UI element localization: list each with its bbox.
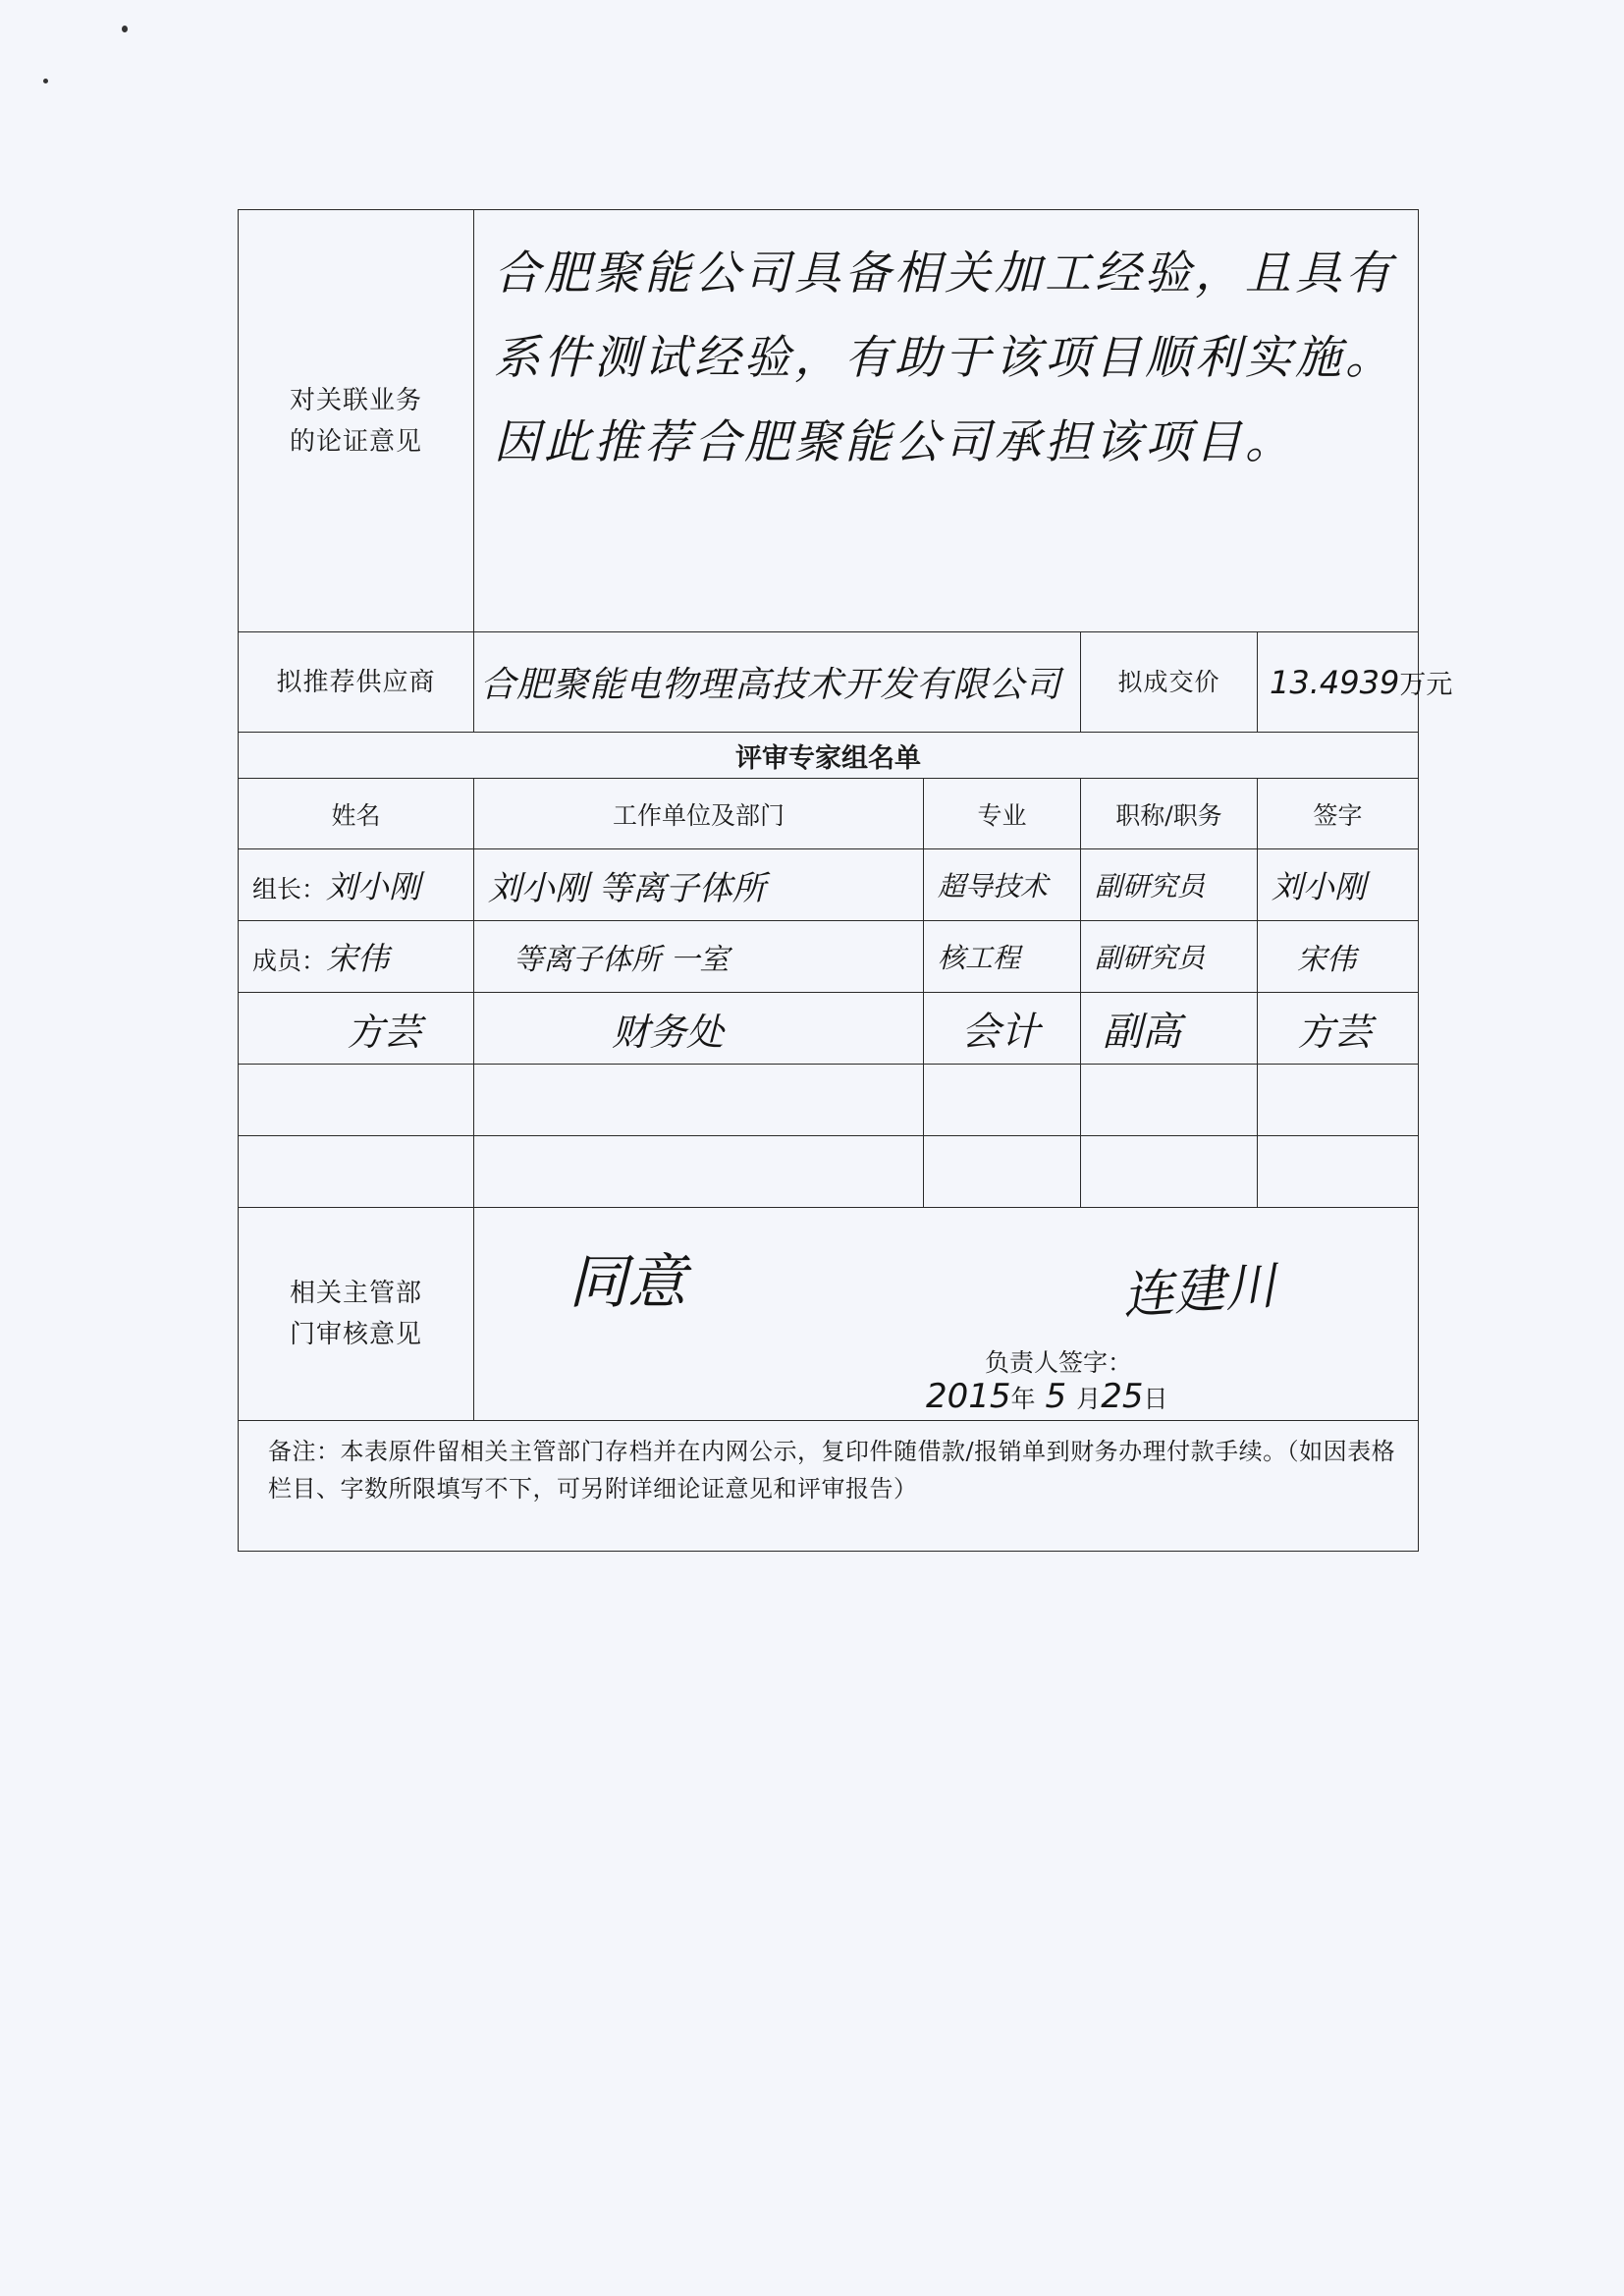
price-unit: 万元 [1399,670,1453,700]
member-title [1081,1136,1258,1208]
member-role: 组长： [252,875,327,903]
dept-opinion: 同意 [568,1248,686,1317]
opinion-text: 合肥聚能公司具备相关加工经验，且具有系件测试经验，有助于该项目顺利实施。因此推荐合肥聚能公司承担该项目。 [474,210,1419,632]
member-title: 副研究员 [1081,921,1258,993]
member-major: 核工程 [924,921,1081,993]
remark-text: 备注：本表原件留相关主管部门存档并在内网公示，复印件随借款/报销单到财务办理付款手续。（如因表格栏目、字数所限填写不下，可另附详细论证意见和评审报告） [239,1421,1419,1552]
member-unit [474,1065,924,1136]
price-cell [1258,632,1453,733]
member-signature [1258,1136,1419,1208]
supplier-value: 合肥聚能电物理高技术开发有限公司 [474,632,1081,733]
member-role: 成员： [252,947,327,975]
dept-review-cell [474,1208,1419,1421]
supplier-label: 拟推荐供应商 [239,632,474,733]
member-name: 宋伟 [326,940,390,977]
col-major: 专业 [924,779,1081,849]
member-unit: 等离子体所 一室 [474,921,924,993]
expert-section-title: 评审专家组名单 [239,733,1419,779]
approval-form-table [238,209,1453,1552]
scan-speck [43,79,48,83]
supplier-row [239,632,1419,733]
member-row [239,993,1419,1065]
col-unit: 工作单位及部门 [474,779,924,849]
date-year-suffix: 年 [1010,1385,1036,1413]
member-major: 超导技术 [924,849,1081,921]
member-row [239,1136,1419,1208]
dept-signature: 连建川 [1120,1256,1278,1327]
col-title: 职称/职务 [1081,779,1258,849]
expert-section-row [239,733,1419,779]
member-name: 方芸 [239,993,474,1065]
member-name [239,1136,474,1208]
member-unit: 财务处 [474,993,924,1065]
date-month: 5 [1045,1377,1067,1416]
member-name: 刘小刚 [326,868,421,905]
member-major [924,1136,1081,1208]
member-signature: 宋伟 [1258,921,1419,993]
member-name-cell [239,921,474,993]
member-major [924,1065,1081,1136]
responsible-sign-label: 负责人签字： [985,1348,1133,1377]
date-day-suffix: 日 [1143,1385,1168,1413]
sign-date [926,1377,1167,1416]
opinion-label: 对关联业务的论证意见 [239,210,474,632]
member-name [239,1065,474,1136]
member-row [239,1065,1419,1136]
scan-speck [122,26,128,32]
col-signature: 签字 [1258,779,1419,849]
column-header-row [239,779,1419,849]
date-month-suffix: 月 [1076,1385,1102,1413]
member-signature: 刘小刚 [1258,849,1419,921]
price-label: 拟成交价 [1081,632,1258,733]
dept-review-row [239,1208,1419,1421]
member-row [239,921,1419,993]
date-day: 25 [1101,1377,1144,1416]
member-unit: 刘小刚 等离子体所 [474,849,924,921]
remark-row [239,1421,1419,1552]
member-title: 副研究员 [1081,849,1258,921]
member-signature: 方芸 [1258,993,1419,1065]
opinion-row [239,210,1419,632]
member-title: 副高 [1081,993,1258,1065]
member-title [1081,1065,1258,1136]
member-row [239,849,1419,921]
price-value: 13.4939 [1270,664,1400,701]
dept-label: 相关主管部门审核意见 [239,1208,474,1421]
member-signature [1258,1065,1419,1136]
date-year: 2015 [926,1377,1011,1416]
member-unit [474,1136,924,1208]
col-name: 姓名 [239,779,474,849]
member-major: 会计 [924,993,1081,1065]
member-name-cell [239,849,474,921]
